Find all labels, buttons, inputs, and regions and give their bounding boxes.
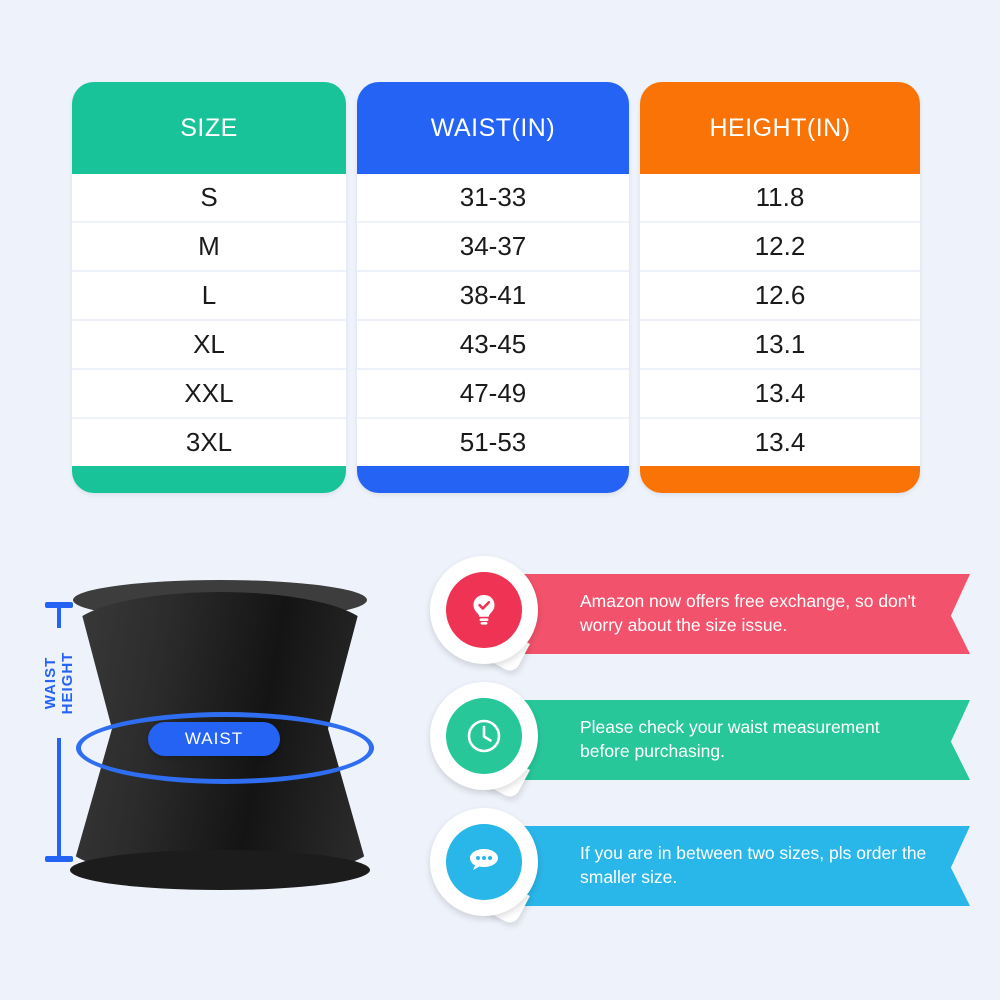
note-banner <box>492 574 970 654</box>
column-body-waist <box>357 174 629 493</box>
table-cell: S <box>72 174 346 223</box>
table-cell: 31-33 <box>357 174 629 223</box>
column-header-waist: WAIST(IN) <box>430 113 556 142</box>
lightbulb-check-icon <box>446 572 522 648</box>
table-cell: XXL <box>72 370 346 419</box>
note-icon-bubble <box>430 682 546 794</box>
column-body-height <box>640 174 920 493</box>
column-header-height: HEIGHT(IN) <box>709 113 851 142</box>
belt-bottom-edge <box>70 850 370 890</box>
clock-icon <box>446 698 522 774</box>
table-cell: XL <box>72 321 346 370</box>
table-cell: 43-45 <box>357 321 629 370</box>
ruler-cap-top <box>45 602 73 608</box>
table-cell: 11.8 <box>640 174 920 223</box>
chat-bubble-icon <box>446 824 522 900</box>
table-cell: 47-49 <box>357 370 629 419</box>
waist-trainer-belt <box>70 592 370 882</box>
column-header-size: SIZE <box>180 113 238 142</box>
size-chart-column-height <box>640 82 920 493</box>
note-text: Amazon now offers free exchange, so don't worry about the size issue. <box>580 591 916 635</box>
note-icon-bubble <box>430 808 546 920</box>
product-diagram <box>20 560 420 980</box>
waist-label-chip: WAIST <box>148 722 280 756</box>
note-text: If you are in between two sizes, pls order the smaller size. <box>580 843 927 887</box>
table-cell: L <box>72 272 346 321</box>
ruler-cap-bottom <box>45 856 73 862</box>
table-cell: 13.1 <box>640 321 920 370</box>
table-cell: 38-41 <box>357 272 629 321</box>
note-banner <box>492 700 970 780</box>
note-text: Please check your waist measurement before purchasing. <box>580 717 880 761</box>
notes-list <box>430 556 970 934</box>
list-item <box>430 682 970 800</box>
table-cell: 3XL <box>72 419 346 466</box>
list-item <box>430 556 970 674</box>
table-cell: 13.4 <box>640 370 920 419</box>
table-cell: M <box>72 223 346 272</box>
list-item <box>430 808 970 926</box>
table-cell: 12.2 <box>640 223 920 272</box>
column-body-size <box>72 174 346 493</box>
waist-height-label: WAIST HEIGHT <box>38 628 80 738</box>
note-banner <box>492 826 970 906</box>
table-cell: 34-37 <box>357 223 629 272</box>
note-icon-bubble <box>430 556 546 668</box>
size-chart-column-size <box>72 82 346 493</box>
size-chart-column-waist <box>357 82 629 493</box>
table-cell: 51-53 <box>357 419 629 466</box>
table-cell: 13.4 <box>640 419 920 466</box>
size-chart-table <box>72 82 930 493</box>
table-cell: 12.6 <box>640 272 920 321</box>
